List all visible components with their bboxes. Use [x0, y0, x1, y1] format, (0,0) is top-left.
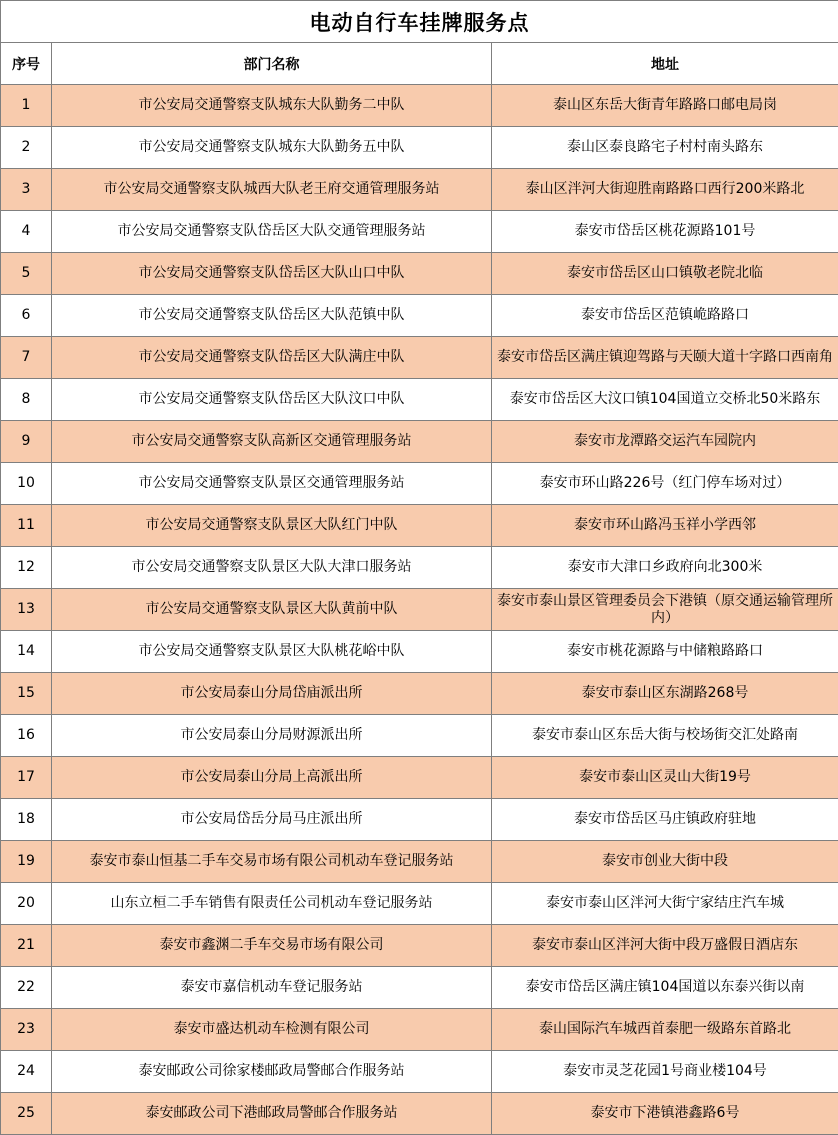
row-department-name-cell: 市公安局交通警察支队景区大队红门中队 — [52, 505, 492, 547]
header-row — [1, 43, 838, 85]
table-row — [1, 589, 838, 631]
row-department-name-cell: 泰安市嘉信机动车登记服务站 — [52, 967, 492, 1009]
table-row — [1, 85, 838, 127]
row-index-cell: 23 — [1, 1009, 52, 1051]
table-row — [1, 799, 838, 841]
row-department-name-cell: 市公安局泰山分局岱庙派出所 — [52, 673, 492, 715]
row-department-name-cell: 市公安局交通警察支队岱岳区大队汶口中队 — [52, 379, 492, 421]
row-department-name-cell: 市公安局泰山分局财源派出所 — [52, 715, 492, 757]
row-address-cell: 泰安市泰山区泮河大街宁家结庄汽车城 — [492, 883, 838, 925]
row-index-cell: 25 — [1, 1093, 52, 1135]
row-department-name-cell: 市公安局交通警察支队景区大队黄前中队 — [52, 589, 492, 631]
row-index-cell: 10 — [1, 463, 52, 505]
row-address-cell: 泰安市岱岳区山口镇敬老院北临 — [492, 253, 838, 295]
row-department-name-cell: 泰安市鑫渊二手车交易市场有限公司 — [52, 925, 492, 967]
row-address-cell: 泰安市下港镇港鑫路6号 — [492, 1093, 838, 1135]
row-index-cell: 3 — [1, 169, 52, 211]
row-index-cell: 7 — [1, 337, 52, 379]
row-department-name-cell: 泰安邮政公司下港邮政局警邮合作服务站 — [52, 1093, 492, 1135]
row-index-cell: 6 — [1, 295, 52, 337]
row-index-cell: 8 — [1, 379, 52, 421]
row-department-name-cell: 市公安局交通警察支队景区大队大津口服务站 — [52, 547, 492, 589]
table-row — [1, 421, 838, 463]
row-address-cell: 泰安市岱岳区范镇峗路路口 — [492, 295, 838, 337]
row-index-cell: 15 — [1, 673, 52, 715]
row-address-cell: 泰安市岱岳区满庄镇迎驾路与天颐大道十字路口西南角 — [492, 337, 838, 379]
table-body — [1, 85, 838, 1135]
table-row — [1, 253, 838, 295]
row-address-cell: 泰山国际汽车城西首泰肥一级路东首路北 — [492, 1009, 838, 1051]
row-address-cell: 泰安市泰山景区管理委员会下港镇（原交通运输管理所内） — [492, 589, 838, 631]
row-index-cell: 21 — [1, 925, 52, 967]
row-index-cell: 22 — [1, 967, 52, 1009]
table-row — [1, 169, 838, 211]
row-address-cell: 泰安市泰山区东岳大街与校场街交汇处路南 — [492, 715, 838, 757]
table-row — [1, 463, 838, 505]
row-department-name-cell: 市公安局交通警察支队城东大队勤务五中队 — [52, 127, 492, 169]
row-address-cell: 泰山区泮河大街迎胜南路路口西行200米路北 — [492, 169, 838, 211]
table-row — [1, 1093, 838, 1135]
table-row — [1, 841, 838, 883]
row-address-cell: 泰安市环山路226号（红门停车场对过） — [492, 463, 838, 505]
row-department-name-cell: 市公安局交通警察支队岱岳区大队满庄中队 — [52, 337, 492, 379]
row-index-cell: 14 — [1, 631, 52, 673]
row-index-cell: 9 — [1, 421, 52, 463]
row-address-cell: 泰安市泰山区灵山大街19号 — [492, 757, 838, 799]
row-address-cell: 泰山区东岳大街青年路路口邮电局岗 — [492, 85, 838, 127]
header-address: 地址 — [492, 43, 838, 85]
table-row — [1, 715, 838, 757]
table-row — [1, 925, 838, 967]
row-index-cell: 4 — [1, 211, 52, 253]
row-address-cell: 泰安市泰山区泮河大街中段万盛假日酒店东 — [492, 925, 838, 967]
row-index-cell: 18 — [1, 799, 52, 841]
table-row — [1, 337, 838, 379]
table-title: 电动自行车挂牌服务点 — [1, 1, 838, 43]
row-index-cell: 13 — [1, 589, 52, 631]
header-department-name: 部门名称 — [52, 43, 492, 85]
row-address-cell: 泰安市灵芝花园1号商业楼104号 — [492, 1051, 838, 1093]
row-index-cell: 17 — [1, 757, 52, 799]
row-department-name-cell: 市公安局交通警察支队岱岳区大队山口中队 — [52, 253, 492, 295]
row-department-name-cell: 市公安局交通警察支队高新区交通管理服务站 — [52, 421, 492, 463]
row-department-name-cell: 市公安局交通警察支队景区大队桃花峪中队 — [52, 631, 492, 673]
table-row — [1, 295, 838, 337]
row-address-cell: 泰安市环山路冯玉祥小学西邻 — [492, 505, 838, 547]
row-department-name-cell: 市公安局泰山分局上高派出所 — [52, 757, 492, 799]
table-row — [1, 883, 838, 925]
table-row — [1, 379, 838, 421]
row-department-name-cell: 泰安邮政公司徐家楼邮政局警邮合作服务站 — [52, 1051, 492, 1093]
row-address-cell: 泰安市龙潭路交运汽车园院内 — [492, 421, 838, 463]
row-index-cell: 20 — [1, 883, 52, 925]
table-row — [1, 1009, 838, 1051]
row-index-cell: 19 — [1, 841, 52, 883]
table-row — [1, 505, 838, 547]
table-row — [1, 547, 838, 589]
row-department-name-cell: 市公安局交通警察支队岱岳区大队交通管理服务站 — [52, 211, 492, 253]
table-row — [1, 631, 838, 673]
row-department-name-cell: 山东立桓二手车销售有限责任公司机动车登记服务站 — [52, 883, 492, 925]
row-department-name-cell: 市公安局岱岳分局马庄派出所 — [52, 799, 492, 841]
table-row — [1, 673, 838, 715]
table-row — [1, 757, 838, 799]
table-row — [1, 211, 838, 253]
row-address-cell: 泰山区泰良路宅子村村南头路东 — [492, 127, 838, 169]
row-index-cell: 12 — [1, 547, 52, 589]
row-index-cell: 1 — [1, 85, 52, 127]
row-index-cell: 5 — [1, 253, 52, 295]
row-department-name-cell: 市公安局交通警察支队景区交通管理服务站 — [52, 463, 492, 505]
row-department-name-cell: 市公安局交通警察支队城西大队老王府交通管理服务站 — [52, 169, 492, 211]
row-address-cell: 泰安市岱岳区满庄镇104国道以东泰兴街以南 — [492, 967, 838, 1009]
table-row — [1, 967, 838, 1009]
row-address-cell: 泰安市大津口乡政府向北300米 — [492, 547, 838, 589]
row-index-cell: 2 — [1, 127, 52, 169]
row-department-name-cell: 泰安市盛达机动车检测有限公司 — [52, 1009, 492, 1051]
row-address-cell: 泰安市创业大街中段 — [492, 841, 838, 883]
table-row — [1, 127, 838, 169]
row-department-name-cell: 市公安局交通警察支队城东大队勤务二中队 — [52, 85, 492, 127]
row-address-cell: 泰安市桃花源路与中储粮路路口 — [492, 631, 838, 673]
row-address-cell: 泰安市泰山区东湖路268号 — [492, 673, 838, 715]
row-address-cell: 泰安市岱岳区桃花源路101号 — [492, 211, 838, 253]
row-department-name-cell: 市公安局交通警察支队岱岳区大队范镇中队 — [52, 295, 492, 337]
header-index: 序号 — [1, 43, 52, 85]
row-index-cell: 24 — [1, 1051, 52, 1093]
row-index-cell: 16 — [1, 715, 52, 757]
row-address-cell: 泰安市岱岳区大汶口镇104国道立交桥北50米路东 — [492, 379, 838, 421]
row-department-name-cell: 泰安市泰山恒基二手车交易市场有限公司机动车登记服务站 — [52, 841, 492, 883]
table-row — [1, 1051, 838, 1093]
title-row — [1, 1, 838, 43]
row-address-cell: 泰安市岱岳区马庄镇政府驻地 — [492, 799, 838, 841]
row-index-cell: 11 — [1, 505, 52, 547]
